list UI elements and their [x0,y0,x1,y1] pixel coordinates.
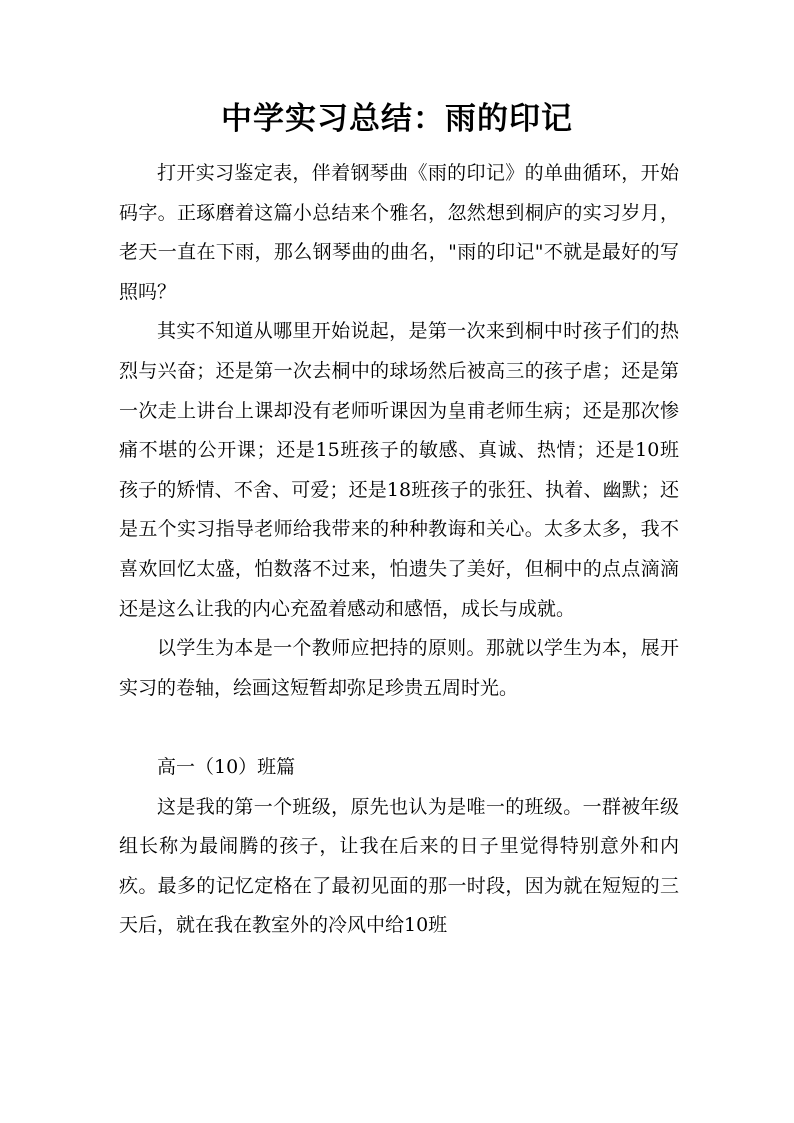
paragraph-intro: 打开实习鉴定表，伴着钢琴曲《雨的印记》的单曲循环，开始码字。正琢磨着这篇小总结来个雅名，忽然想到桐庐的实习岁月，老天一直在下雨，那么钢琴曲的曲名，"雨的印记"不就是最好的写照吗？ [119,162,679,303]
document-title: 中学实习总结：雨的印记 [221,101,573,137]
blank-line [119,708,679,748]
paragraph-memories: 其实不知道从哪里开始说起，是第一次来到桐中时孩子们的热烈与兴奋；还是第一次去桐中的球场然后被高三的孩子虐；还是第一次走上讲台上课却没有老师听课因为皇甫老师生病；还是那次惨痛不堪的公开课；还是15班孩子的敏感、真诚、热情；还是10班孩子的矫情、不舍、可爱；还是18班孩子的张狂、执着、幽默；还是五个实习指导老师给我带来的种种教诲和关心。太多太多，我不喜欢回忆太盛，怕数落不过来，怕遗失了美好，但桐中的点点滴滴还是这么让我的内心充盈着感动和感悟，成长与成就。 [119,320,679,620]
paragraph-principle: 以学生为本是一个教师应把持的原则。那就以学生为本，展开实习的卷轴，绘画这短暂却弥足珍贵五周时光。 [119,637,679,699]
document-body [119,154,679,946]
section-heading-class-10: 高一（10）班篇 [157,755,296,778]
paragraph-class-10: 这是我的第一个班级，原先也认为是唯一的班级。一群被年级组长称为最闹腾的孩子，让我在后来的日子里觉得特别意外和内疚。最多的记忆定格在了最初见面的那一时段，因为就在短短的三天后，就在我在教室外的冷风中给10班 [119,795,679,937]
